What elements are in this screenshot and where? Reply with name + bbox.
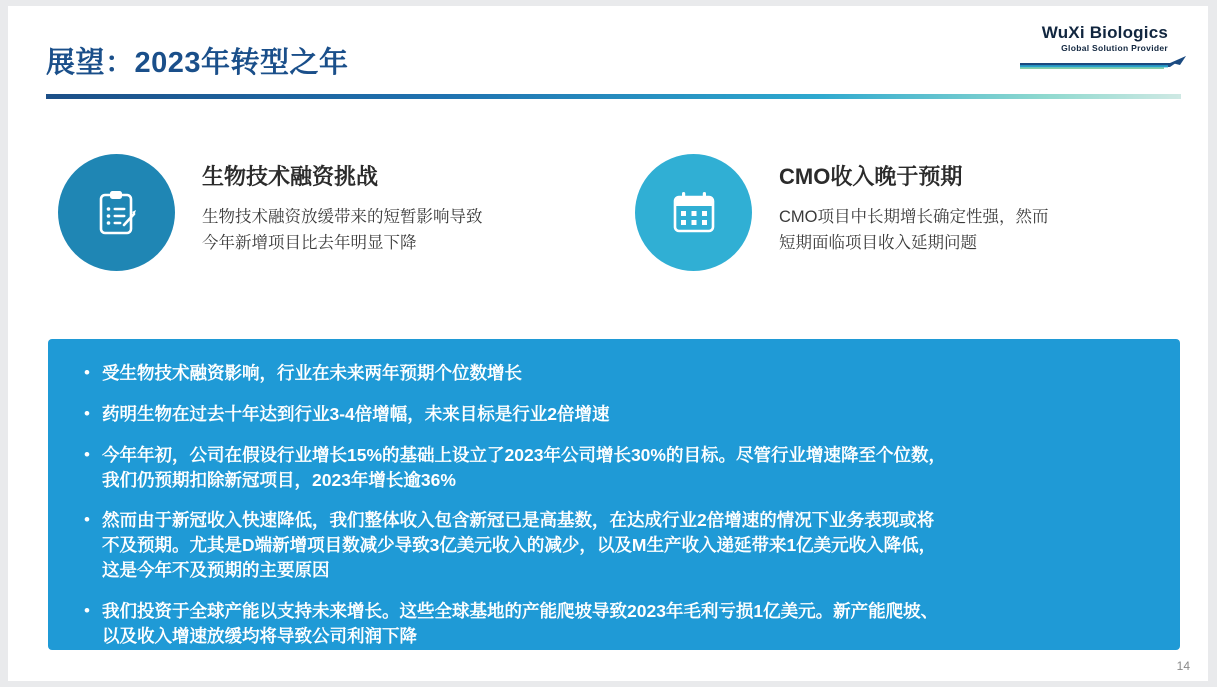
bullet-item <box>76 508 1152 583</box>
clipboard-check-icon <box>91 187 143 239</box>
highlight-lines-2 <box>779 205 1179 256</box>
highlight-line: 生物技术融资放缓带来的短暂影响导致 <box>202 208 483 226</box>
title-divider <box>46 94 1181 99</box>
bullet-line: 不及预期。尤其是D端新增项目数减少导致3亿美元收入的减少，以及M生产收入递延带来1亿美元收入降低， <box>102 535 937 556</box>
highlight-title-1: 生物技术融资挑战 <box>202 164 379 189</box>
highlight-line: CMO项目中长期增长确定性强，然而 <box>779 208 1049 226</box>
bullet-item <box>76 402 1152 427</box>
calendar-icon <box>669 188 719 238</box>
logo-company-name: WuXi Biologics <box>1041 23 1168 42</box>
bullet-text <box>102 508 1152 583</box>
bullet-line: 受生物技术融资影响，行业在未来两年预期个位数增长 <box>102 363 522 383</box>
bullet-line: 我们投资于全球产能以支持未来增长。这些全球基地的产能爬坡导致2023年毛利亏损1亿美元。新产能爬坡、 <box>102 600 939 621</box>
logo-swoosh-icon <box>1020 56 1186 69</box>
highlight-lines-1 <box>202 205 602 256</box>
bullet-marker: • <box>84 363 90 382</box>
bullet-text <box>102 599 1152 649</box>
highlight-title-2: CMO收入晚于预期 <box>779 164 963 189</box>
page-title-wrap <box>46 40 349 81</box>
logo <box>1020 22 1186 72</box>
logo-tagline: Global Solution Provider <box>1061 42 1168 53</box>
bullet-marker: • <box>84 600 90 620</box>
highlight-body-1 <box>202 160 602 256</box>
highlight-line: 短期面临项目收入延期问题 <box>779 233 977 252</box>
summary-panel <box>48 339 1180 650</box>
page-title: 展望：2023年转型之年 <box>46 47 349 79</box>
highlight-icon-circle-1 <box>58 154 175 271</box>
highlight-icon-circle-2 <box>635 154 752 271</box>
highlight-body-2 <box>779 160 1179 256</box>
bullet-line: 药明生物在过去十年达到行业3-4倍增幅，未来目标是行业2倍增速 <box>102 403 610 424</box>
bullet-text <box>102 443 1152 493</box>
bullet-marker: • <box>84 510 90 530</box>
highlight-line: 今年新增项目比去年明显下降 <box>202 233 417 252</box>
bullet-marker: • <box>84 403 90 423</box>
bullet-item <box>76 361 1152 386</box>
bullet-line: 我们仍预期扣除新冠项目，2023年增长逾36% <box>102 469 456 490</box>
bullet-line: 然而由于新冠收入快速降低，我们整体收入包含新冠已是高基数，在达成行业2倍增速的情况下业务表现或将 <box>102 510 935 531</box>
bullet-text <box>102 361 1152 386</box>
bullet-line: 以及收入增速放缓均将导致公司利润下降 <box>102 625 417 646</box>
bullet-item <box>76 443 1152 493</box>
bullet-marker: • <box>84 444 90 464</box>
bullet-text <box>102 402 1152 427</box>
bullet-item <box>76 599 1152 649</box>
page-number: 14 <box>1176 659 1190 673</box>
bullet-line: 今年年初，公司在假设行业增长15%的基础上设立了2023年公司增长30%的目标。尽管行业增速降至个位数， <box>102 444 946 465</box>
logo-text <box>1042 24 1168 53</box>
slide <box>8 6 1208 681</box>
bullet-line: 这是今年不及预期的主要原因 <box>102 560 330 581</box>
